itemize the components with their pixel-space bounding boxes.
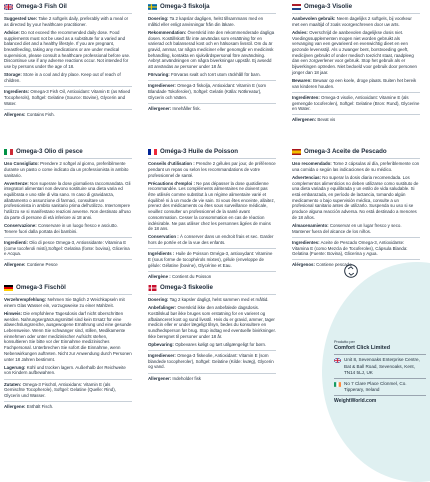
advice-block xyxy=(148,305,276,339)
block-label: Advies: xyxy=(292,29,308,35)
block-text: Contiene pescado xyxy=(316,262,352,268)
section-title xyxy=(292,3,420,14)
france-flag-icon xyxy=(148,149,157,155)
block-text: Contains Fish. xyxy=(26,111,55,117)
section-title xyxy=(148,3,276,14)
section-title-text: Oméga-3 Huile de Poisson xyxy=(160,148,239,155)
section-title-text: Omega-3 fiskolja xyxy=(160,3,210,10)
divider xyxy=(148,350,276,351)
advice-block xyxy=(148,30,276,70)
block-label: Dosering: xyxy=(148,297,169,303)
company-name: Comfort Click Limited xyxy=(334,345,391,352)
block-text: Store in a cool and dry place. Keep out of reach of children. xyxy=(4,72,121,84)
block-label: Förvaring: xyxy=(148,72,170,78)
block-label: Uso Consigliato: xyxy=(4,161,39,167)
section-title-text: Omega-3 Visolie xyxy=(304,3,353,10)
block-text: Conservar en un lugar fresco y seco. Mantener fuera del alcance de los niños. xyxy=(292,223,402,234)
divider xyxy=(148,103,276,104)
advice-block xyxy=(148,181,276,232)
block-text: No superar la dosis diaria recomendada. Los complementos alimenticios no deben utilizarse como sustituto de una dieta variada y equilibrada y un estilo de vida saludable. Si está embarazada, en período de lactancia, tomando algún medicamento o bajo supervisión médica, consulte a un profesional sanitario antes de utilizarlo. Suspenda su uso si se produce alguna reacción adversa. No está destinado a menores de 18 años. xyxy=(292,174,419,220)
block-text: Kühl und trocken lagern. Außerhalb der Reichweite von Kindern aufbewahren. xyxy=(4,364,126,376)
block-text: Tome 2 cápsulas al día, preferiblemente con una comida o según las indicaciones de su médico. xyxy=(292,161,420,172)
block-text: Do not exceed the recommended daily dose. Food supplements must not be used as a substitute for a varied and balanced diet and a healthy lifestyle. If you are pregnant, breastfeeding, taking any medications or are under medical supervision, please consult a healthcare professional before use. Discontinue use if any adverse reactions occur. Not intended for use by persons under the age of 18. xyxy=(4,29,131,70)
block-label: Conservazione: xyxy=(4,223,37,229)
divider xyxy=(148,80,276,81)
section-german xyxy=(4,284,132,426)
storage-block xyxy=(4,72,132,83)
block-label: Précautions d'emploi : xyxy=(148,180,195,186)
block-label: Ingredienser: xyxy=(148,352,176,358)
block-label: Ingrédients : xyxy=(148,251,175,257)
block-label: Allergène : xyxy=(148,273,171,279)
divider xyxy=(148,271,276,272)
block-label: Opbevaring: xyxy=(148,341,174,347)
netherlands-flag-icon xyxy=(292,4,301,10)
block-label: Allergener: xyxy=(148,105,172,111)
divider xyxy=(148,373,276,374)
block-text: Overskrid ikke den anbefalede dagsdosis. Kosttilskud bør ikke bruges som erstatning for en varieret og afbalanceret kost og sund livsstil. Hvis du er gravid, ammer, tager medicin eller er under lægeligt tilsyn, bedes du konsultere en sundhedsperson før brug. Stop indtag ved eventuelle bivirkninger. Ikke beregnet til personer under 18 år. xyxy=(148,305,276,339)
made-for-label: Produtto per xyxy=(334,340,355,344)
divider xyxy=(292,259,420,260)
block-label: Hinweis: xyxy=(4,310,23,316)
block-label: Conservation : xyxy=(148,234,179,240)
block-label: Ingredientes: xyxy=(292,239,320,245)
block-text: Prendere 2 softgel al giorno, preferibilmente durante un pasto o come indicato da un professionista in ambito sanitario. xyxy=(4,161,129,178)
block-text: Omega-3 Fischöl, Antioxidans: Vitamin E (als Gemischte Tocopherole), Softgel: Gelatine (Quelle: Rind), Glycerin und Wasser. xyxy=(4,381,116,399)
block-text: Bevat vis xyxy=(317,117,336,123)
suggested-use-block xyxy=(292,161,420,172)
section-title-text: Omega-3 Fish Oil xyxy=(16,3,67,10)
block-label: Advice: xyxy=(4,29,20,35)
ingredients-block xyxy=(148,353,276,370)
block-label: Bewaren: xyxy=(292,78,312,84)
block-label: Advertencias: xyxy=(292,174,322,180)
allergens-block xyxy=(148,376,276,382)
section-title xyxy=(4,148,132,159)
block-label: Anbefalinger: xyxy=(148,305,177,311)
storage-block xyxy=(148,342,276,348)
section-title xyxy=(148,284,276,295)
block-label: Lagerung: xyxy=(4,364,26,370)
section-italian xyxy=(4,148,132,280)
block-text: Förvaras svalt och torrt utom räckhåll för barn. xyxy=(170,72,261,78)
storage-block xyxy=(4,223,132,234)
producer-info xyxy=(334,340,426,405)
spain-flag-icon xyxy=(292,149,301,155)
block-label: Ingredients: xyxy=(4,89,30,95)
section-title xyxy=(4,3,132,14)
allergens-block xyxy=(292,117,420,123)
allergens-block xyxy=(148,106,276,112)
block-label: Alérgenos: xyxy=(292,262,315,268)
block-text: Omega-3 Fish Oil, Antioxidant: Vitamin E (as Mixed Tocopherols), Softgel: Gelatine (Source: Bovine), Glycerin and Water. xyxy=(4,89,131,106)
uk-flag-icon xyxy=(4,4,13,10)
divider xyxy=(4,109,132,110)
block-text: Aceite de Pescado Omega-3, Antioxidante: Vitamina E (como Mezcla de Tocoferoles), Cápsula Blanda: Gelatina (Fuente: Bovina), Glicerina y Agua. xyxy=(292,239,408,257)
block-text: Tag 2 kapsler dagligt, helst sammen med et måltid. xyxy=(169,297,269,303)
uk-address-text: Unit 8, Sevenoaks Enterprise Centre, Bat & Ball Road, Sevenoaks, Kent, TN14 5LJ, UK xyxy=(344,357,420,375)
suggested-use-block xyxy=(4,16,132,27)
block-text: Contient du Poisson xyxy=(171,273,212,279)
suggested-use-block xyxy=(148,297,276,303)
block-label: Suggested Use: xyxy=(4,16,38,22)
block-text: Contiene Pesce xyxy=(26,262,58,268)
block-label: Storage: xyxy=(4,72,22,78)
suggested-use-block xyxy=(4,161,132,178)
suggested-use-block xyxy=(292,16,420,27)
uk-flag-icon xyxy=(334,358,341,363)
recycle-bin-icon xyxy=(344,264,358,278)
divider xyxy=(4,237,132,238)
block-label: Avvertenze: xyxy=(4,180,29,186)
suggested-use-block xyxy=(148,161,276,178)
block-label: Dosering: xyxy=(148,16,169,22)
storage-block xyxy=(4,365,132,376)
block-text: Omega-3 fiskolja, Antioxidant: Vitamin E (som Blandade Tokoferoler), Softgel: Gelatin (Källa: Nötkreatur), Glycerin och Vatten. xyxy=(148,83,267,100)
divider xyxy=(292,114,420,115)
block-text: Omega-3 visolie, Antioxidant: Vitamine E (als gemengde tocoferolen), Softgel: Gelatine (Bron: Rund), Glycerine en Water. xyxy=(292,94,420,112)
ireland-address xyxy=(334,378,426,393)
section-title-text: Omega-3 Olio di pesce xyxy=(16,148,83,155)
ingredients-block xyxy=(4,240,132,257)
section-title-text: Omega-3 Fischöl xyxy=(16,284,66,291)
block-text: Ta 2 kapslar dagligen, helst tillsammans med en måltid eller enligt anvisningar från din läkare. xyxy=(148,16,264,27)
ingredients-block xyxy=(4,382,132,399)
block-label: Zutaten: xyxy=(4,381,22,387)
block-label: Conseils d'utilisation : xyxy=(148,161,195,167)
block-text: Enthält Fisch. xyxy=(26,404,54,410)
ingredients-block xyxy=(292,95,420,112)
block-label: Ingredienti: xyxy=(4,239,28,245)
block-label: Aanbevolen gebruik: xyxy=(292,16,336,22)
block-text: Opbevares køligt og tørt utilgængeligt for børn. xyxy=(175,341,267,347)
block-text: Bewaar op een koele, droge plaats. Buiten het bereik van kinderen houden. xyxy=(292,78,417,89)
allergens-block xyxy=(4,404,132,410)
section-dutch xyxy=(292,3,420,143)
allergens-block xyxy=(148,274,276,280)
ireland-flag-icon xyxy=(334,382,341,387)
storage-block xyxy=(292,223,420,234)
section-spanish xyxy=(292,148,420,280)
block-label: Allergenen: xyxy=(292,117,317,123)
denmark-flag-icon xyxy=(148,285,157,291)
section-title-text: Omega-3 Aceite de Pescado xyxy=(304,148,387,155)
dosage-block xyxy=(148,16,276,27)
divider xyxy=(4,379,132,380)
block-text: Indeholder fisk xyxy=(172,375,201,381)
sweden-flag-icon xyxy=(148,4,157,10)
germany-flag-icon xyxy=(4,285,13,291)
advice-block xyxy=(292,30,420,76)
advice-block xyxy=(292,175,420,221)
ingredients-block xyxy=(4,89,132,106)
block-text: Överskrid inte den rekommenderade dagliga dosen. Kosttillskott får inte användas som ersättning för en varierad och balanserad kost och en hälsosam livsstil. Om du är gravid, ammar, tar några mediciner eller genomgår en medicinsk behandling, kontakta en sjukvårdspersonal före användning. Avbryt användningen om några biverkningar uppstår. Ej avsedd att användas av personer under 18 år. xyxy=(148,29,275,70)
divider xyxy=(4,86,132,87)
ireland-address-text: No 7 Clare Place Clonmel, Co. Tipperary, Ireland xyxy=(344,380,407,393)
section-swedish xyxy=(148,3,276,143)
section-danish xyxy=(148,284,276,426)
italy-flag-icon xyxy=(4,149,13,155)
ingredients-block xyxy=(148,251,276,268)
advice-block xyxy=(4,311,132,362)
block-text: Omega-3 fiskeolie, Antioxidant: Vitamin E (som blandede tocopheroler), Softgel: Gelatine (Kilde: kvæg), Glycerin og vand. xyxy=(148,352,274,370)
block-text: Prendre 2 gélules par jour, de préférence pendant un repas ou selon les recommandations de votre professionnel de santé. xyxy=(148,161,276,178)
uk-address xyxy=(334,354,426,376)
storage-block xyxy=(148,72,276,78)
section-title xyxy=(4,284,132,295)
block-label: Allergene: xyxy=(4,262,26,268)
divider xyxy=(148,248,276,249)
allergens-block xyxy=(4,112,132,118)
block-text: Ne pas dépasser la dose quotidienne recommandée. Les compléments alimentaires ne doivent pas être utilisés comme substitut à un régime alimentaire varié et équilibré ni à un mode de vie sain. Si vous êtes enceinte, allaitez, prenez des médicaments ou êtes sous surveillance médicale, veuillez consulter un professionnel de la santé avant consommation. Cesser la consommation en cas de réaction indésirable. Ne pas utiliser chez les personnes âgées de moins de 18 ans. xyxy=(148,180,275,232)
block-text: Non superare la dose giornaliera raccomandata. Gli integratori alimentari non devono sostituire una dieta varia ed equilibrata e uno stile di vita sano. In caso di gravidanza, allattamento o assunzione di farmaci, consultare un professionista in ambito sanitario prima dell'utilizzo. Interrompere l'utilizzo se si manifestano reazioni avverse. Non destinato all'uso da parte di persone di età inferiore ai 18 anni. xyxy=(4,180,131,220)
allergens-block xyxy=(4,262,132,268)
divider xyxy=(4,401,132,402)
section-title xyxy=(292,148,420,159)
divider xyxy=(292,92,420,93)
suggested-use-block xyxy=(4,297,132,308)
block-text: Innehåller fisk. xyxy=(172,105,201,111)
block-text: Huile de Poisson Oméga-3, antioxydant: Vitamine E (sous forme de tocophérols mixtes), gélule (enveloppe de gélule: Gélatine (bovine), Glycérine et Eau. xyxy=(148,251,273,268)
block-label: Ingredienser: xyxy=(148,83,176,89)
advice-block xyxy=(4,181,132,221)
block-label: Verzehrempfehlung: xyxy=(4,297,47,303)
block-text: Neem dagelijks 2 softgels, bij voorkeur met een maaltijd of zoals voorgeschreven door uw arts. xyxy=(292,16,412,27)
section-english xyxy=(4,3,132,143)
website-link[interactable]: WeightWorld.com xyxy=(334,395,426,405)
section-french xyxy=(148,148,276,280)
advice-block xyxy=(4,30,132,70)
storage-block xyxy=(292,78,420,89)
block-label: Allergens: xyxy=(4,111,26,117)
ingredients-block xyxy=(292,240,420,257)
block-label: Rekommendation: xyxy=(148,29,187,35)
block-text: Overschrijd de aanbevolen dagelijkse dosis niet. Voedingssupplementen mogen niet worden gebruikt als vervanging van een gevarieerd en evenwichtig dieet en een gezonde levensstijl. Als u zwanger bent, borstvoeding geeft, medicijnen gebruikt of onder medisch toezicht staat, raadpleeg dan een zorgverlener voor gebruik. Stop het gebruik als er bijwerkingen optreden. Niet bedoeld voor gebruik door personen jonger dan 18 jaar. xyxy=(292,29,417,75)
block-text: Die empfohlene Tagesdosis darf nicht überschritten werden. Nahrungsergänzungsmittel sind kein Ersatz für eine abwechslungsreiche, ausgewogene Ernährung und eine gesunde Lebensweise. Wenn Sie schwanger sind, stillen, Medikamente einnehmen oder unter medizinischer Aufsicht stehen, konsultieren Sie bitte vor der Einnahme medizinisches Fachpersonal. Unterbrechen Sie sofort die Einnahme, wenn Nebenwirkungen auftreten. Nicht zur Anwendung durch Personen unter 18 Jahren bestimmt. xyxy=(4,310,132,362)
divider xyxy=(4,259,132,260)
block-label: Almacenamiento: xyxy=(292,223,329,229)
block-label: Ingrediënten: xyxy=(292,94,320,100)
block-label: Allergener: xyxy=(148,375,172,381)
divider xyxy=(292,237,420,238)
block-text: Olio di pesce Omega-3, Antiossidante: Vitamina E (come tocoferoli misti),Softgel: Gelatina (fonte: bovina), Glicerina e Acqua. xyxy=(4,239,130,257)
block-text: Take 2 softgels daily, preferably with a meal or as directed by your healthcare practitioner. xyxy=(4,16,129,27)
section-title xyxy=(148,148,276,159)
block-text: Nehmen Sie täglich 2 Weichkapseln mit einem Glas Wasser ein, vorzugsweise zu einer Mahlzeit. xyxy=(4,297,125,308)
section-title-text: Omega-3 fiskeolie xyxy=(160,284,213,291)
storage-block xyxy=(148,234,276,245)
block-label: Allergene: xyxy=(4,404,26,410)
block-label: Uso recomendado: xyxy=(292,161,332,167)
ingredients-block xyxy=(148,83,276,100)
block-text: Conservare in un luogo fresco e asciutto. Tenere fuori dalla portata dei bambini. xyxy=(4,223,118,234)
block-text: À conserver dans un endroit frais et sec. Garder hors de portée et de la vue des enfants. xyxy=(148,234,274,246)
